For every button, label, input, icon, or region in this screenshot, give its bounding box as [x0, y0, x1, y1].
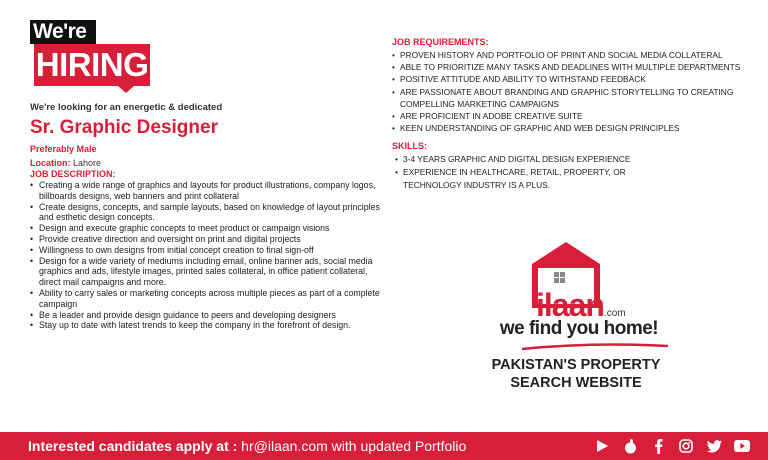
- youtube-icon[interactable]: [734, 438, 750, 454]
- left-column: [30, 102, 380, 331]
- tagline: we find you home!: [499, 318, 659, 339]
- list-item: • EXPERIENCE IN HEALTHCARE, RETAIL, PROPERTY, OR TECHNOLOGY INDUSTRY IS A PLUS.: [392, 166, 752, 191]
- job-requirements-list: [392, 49, 752, 134]
- preference-text: Preferably Male: [30, 144, 97, 154]
- right-column: [392, 37, 752, 191]
- footer-bar: [0, 432, 768, 460]
- skills-heading: SKILLS:: [392, 141, 427, 152]
- list-item: • Create designs, concepts, and sample layouts, based on knowledge of layout principles and esthetic design concepts.: [30, 202, 380, 224]
- brand-text: ilaan: [536, 287, 604, 323]
- logo-subtitle-line-1: PAKISTAN'S PROPERTY: [491, 357, 661, 373]
- apple-icon[interactable]: [622, 438, 638, 454]
- skills-list: [392, 153, 752, 191]
- social-icons: [594, 438, 750, 454]
- logo-subtitle-line-2: SEARCH WEBSITE: [510, 375, 642, 391]
- intro-text: We're looking for an energetic & dedicated: [30, 102, 223, 113]
- list-item: • Stay up to date with latest trends to keep the company in the forefront of design.: [30, 320, 380, 331]
- list-item: • Design and execute graphic concepts to meet product or campaign visions: [30, 223, 380, 234]
- list-item: • PROVEN HISTORY AND PORTFOLIO OF PRINT AND SOCIAL MEDIA COLLATERAL: [392, 49, 752, 61]
- facebook-icon[interactable]: [650, 438, 666, 454]
- ilaan-logo: [484, 238, 674, 398]
- list-item: • Ability to carry sales or marketing concepts across multiple pieces as part of a complete campaign: [30, 288, 380, 310]
- list-item: • ARE PROFICIENT IN ADOBE CREATIVE SUITE: [392, 110, 752, 122]
- brand-domain: .com: [603, 308, 626, 319]
- location-label: Location:: [30, 158, 71, 168]
- job-description-list: [30, 180, 380, 331]
- badge-line-1: We're: [30, 20, 96, 44]
- list-item: • POSITIVE ATTITUDE AND ABILITY TO WITHSTAND FEEDBACK: [392, 73, 752, 85]
- list-item: • Be a leader and provide design guidance to peers and developing designers: [30, 310, 380, 321]
- list-item: • Provide creative direction and oversight on print and digital projects: [30, 234, 380, 245]
- job-description-heading: JOB DESCRIPTION:: [30, 169, 116, 179]
- instagram-icon[interactable]: [678, 438, 694, 454]
- apply-email[interactable]: hr@ilaan.com with updated Portfolio: [237, 438, 467, 454]
- list-item: • KEEN UNDERSTANDING OF GRAPHIC AND WEB DESIGN PRINCIPLES: [392, 122, 752, 134]
- list-item: • Willingness to own designs from initial concept creation to final sign-off: [30, 245, 380, 256]
- logo-subtitle: [478, 356, 674, 392]
- location-value: Lahore: [73, 158, 102, 168]
- job-title: Sr. Graphic Designer: [30, 117, 218, 138]
- list-item: • ABLE TO PRIORITIZE MANY TASKS AND DEADLINES WITH MULTIPLE DEPARTMENTS: [392, 61, 752, 73]
- hiring-badge: [30, 20, 152, 92]
- badge-line-2: HIRING: [34, 44, 150, 86]
- list-item: • Design for a wide variety of mediums including email, online banner ads, social media graphics and ads, lifestyle images, printed sales collateral, in office patient collateral, direct mail campaigns and more.: [30, 256, 380, 288]
- apply-label: Interested candidates apply at :: [28, 438, 238, 454]
- play-store-icon[interactable]: [594, 438, 610, 454]
- list-item: • Creating a wide range of graphics and layouts for product illustrations, company logos, billboards designs, web banners and print collateral: [30, 180, 380, 202]
- location: [30, 158, 380, 169]
- job-requirements-heading: JOB REQUIREMENTS:: [392, 37, 489, 47]
- list-item: • ARE PASSIONATE ABOUT BRANDING AND GRAPHIC STORYTELLING TO CREATING COMPELLING MARKETING CAMPAIGNS: [392, 86, 752, 110]
- swoosh-underline: [520, 342, 670, 352]
- list-item: • 3-4 YEARS GRAPHIC AND DIGITAL DESIGN EXPERIENCE: [392, 153, 752, 166]
- apply-text: [28, 437, 466, 455]
- twitter-icon[interactable]: [706, 438, 722, 454]
